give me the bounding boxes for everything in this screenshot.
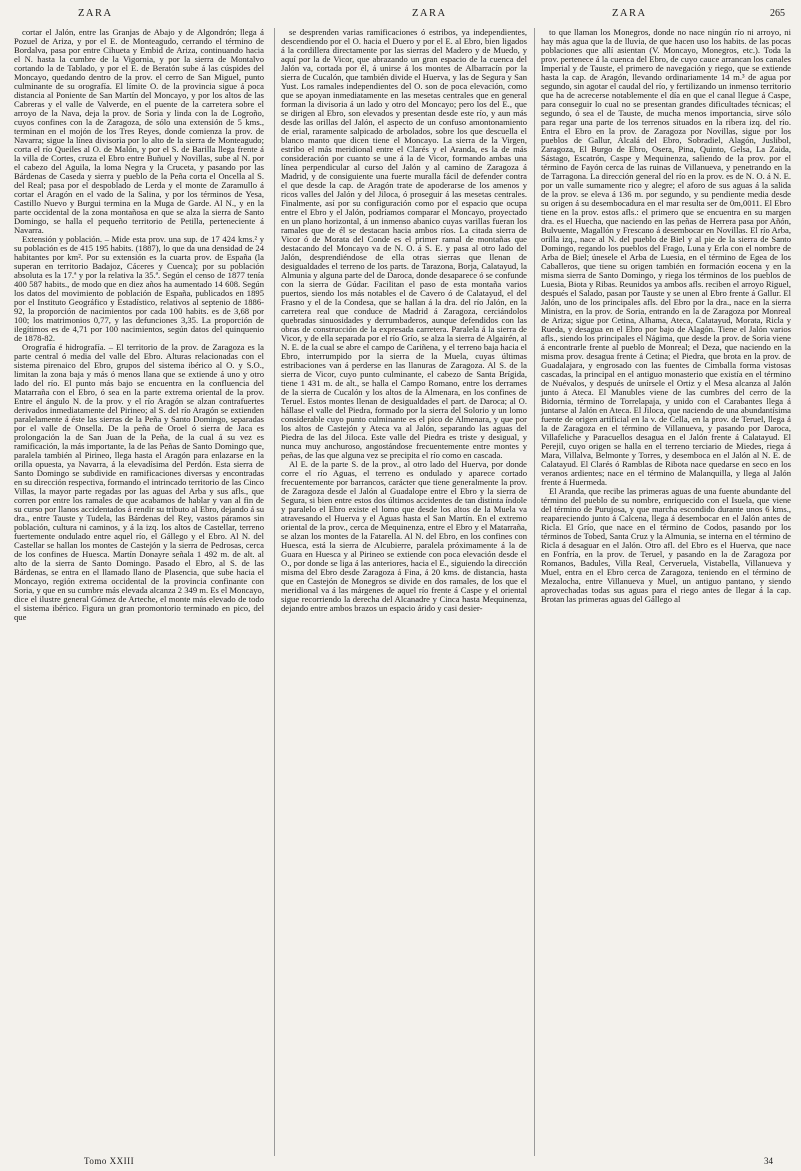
text-column-1 (14, 28, 264, 1156)
text-column-3 (534, 28, 791, 1156)
signature-mark: 34 (764, 1156, 773, 1166)
column-1-paragraph-3: Orografía é hidrografía. – El territorio de la prov. de Zaragoza es la parte central ó media del valle del Ebro. Alturas relacionadas con el sistema pirenaico del Ebro, grupos del sistema ibérico al O. y S.O., limitan la zona baja y más ó menos llana que se extiende á uno y otro lado del río. El punto más bajo se encuentra en la confluencia del Matarraña con el Ebro, ó sea en la parte extrema oriental de la prov. Entre el ángulo N. de la prov. y el río Aragón se alzan contrafuertes derivados inmediatamente del Pirineo; al S. del río Aragón se extienden paralelamente á éste las sierras de la Peña y Santo Domingo, separadas por el valle de Onsella. De la peña de Oroel ó sierra de Jaca es prolongación la de San Juan de la Peña, de la cual á su vez es ramificación, la más importante, la de las Peñas de Santo Domingo que, paralela también al Pirineo, llega hasta el Aragón para enlazarse en la orilla opuesta, ya Navarra, á la elevadísima del Perdón. Esta sierra de Santo Domingo se subdivide en ramificaciones diversas y encontradas en su dirección respectiva, formando el intrincado territorio de las Cinco Villas, la mayor parte regadas por las aguas del Arba y sus afls., que corren por entre los ramales de que acabamos de hablar y van al fin de su curso por llanos accidentados á rendir su tributo al Ebro, dejando á su dra., entre Tauste y Tudela, las Bárdenas del Rey, vastos páramos sin población, cultura ni caminos, y á la izq. los altos de Castellar, terreno fuertemente ondulado entre aquel río, el Gállego y el Ebro. Al N. del Castellar se hallan los montes de Castejón y la sierra de Pedrosas, cerca de los confines de Huesca. Martín Donayre señala 1 492 m. de alt. al alto de la sierra de Santo Domingo. Pasado el Ebro, al S. de las Bárdenas, se entra en el llamado llano de Plasencia, que sube hacia el Moncayo, región extrema occidental de la provincia confinante con Soria, y que en su cumbre más elevada alcanza 2 349 m. Es el Moncayo, dice el ilustre general Gómez de Arteche, el monte más elevado de todo el sistema ibérico. Figura un gran promontorio terminado en pico, del que (14, 342, 264, 622)
column-3-paragraph-1: to que llaman los Monegros, donde no nace ningún río ni arroyo, ni hay más agua que la de lluvia, de que hacen uso los habits. de las pocas poblaciones que allí asientan (V. Moncayo, Monegros, etc.). Toda la prov. pertenece á la cuenca del Ebro, de cuyo cauce arrancan los canales Imperial y de Tauste, el primero de navegación y riego, que se extiende hasta la cap. de Aragón, llevando ordinariamente 14 m.³ de agua por segundo, sin agotar el caudal del río, y fertilizando un inmenso territorio que ha de acrecerse notablemente el día en que el canal llegue á Caspe, para conseguir lo cual no se presentan grandes dificultades técnicas; el segundo, ó sea el de Tauste, de mucha menos importancia, sirve sólo para regar una parte de los terrenos situados en la ribera izq. del río. Entra el Ebro en la prov. de Zaragoza por Novillas, sigue por los pueblos de Gallur, Alcalá del Ebro, Sobradiel, Alagón, Juslibol, Zaragoza, El Burgo de Ebro, Osera, Pina, Quinto, Gelsa, La Zaida, Sástago, Escatrón, Caspe y Mequinenza, saliendo de la prov. por el término de Fayón cerca de las ruinas de Villanueva, y penetrando en la de Tarragona. La dirección general del río en la prov. es de N. O. á N. E. por un valle sumamente rico y alegre; el aforo de sus aguas á la salida de la prov. se eleva á 136 m. por segundo, y su pendiente media desde su origen á su desembocadura en el mar resulta ser de 0m,0011. El Ebro tiene en la prov. estos afls.: el primero que se encuentra en su margen dra. es el Huecha, que naciendo en las peñas de Herrera pasa por Añón, Bulvuente, Magallón y Frescano á desembocar en Novillas. El río Arba, orilla izq., nace al N. del pueblo de Biel y al pie de la sierra de Santo Domingo, regando los pueblos del Frago, Luna y Erla con el nombre de Arba de Biel; únesele el Arba de Luesia, en el término de Egea de los Caballeros, que tiene su origen también en formación eocena y en la misma sierra de Santo Domingo, y riega los términos de los pueblos de Luesia, Biota y Ribas. Reunidos ya ambos afls. reciben el arroyo Riguel, después el Salado, pasan por Tauste y se unen al Ebro frente á Gallur. El Jalón, uno de los principales afls. del Ebro por la dra., nace en la sierra Ministra, en la prov. de Soria, entrando en la de Zaragoza por Monreal de Ariza; sigue por Cetina, Alhama, Ateca, Calatayud, Morata, Ricla y Rueda, y desagua en el Ebro por bajo de Alagón. Tiene el Jalón varios afls., siendo los principales el Nágima, que desde la prov. de Soria viene á encontrarle frente al pueblo de Monreal; el Deza, que naciendo en la misma prov. desagua frente á Cetina; el Piedra, que brota en la prov. de Guadalajara, y engrosado con las fuentes de Cimballa forma vistosas cascadas, la principal en el antiguo monasterio que existía en el término de Nuévalos, y después de unírsele el Ortiz y el Mesa alcanza al Jalón junto á Ateca. El Manubles viene de las cumbres del cerro de la Bidornia, término de Torrelapaja, y unido con el Carabantes llega á juntarse al Jalón en Ateca. El Jiloca, que naciendo de una abundantísima fuente de origen artificial en la v. de Cella, en la prov. de Teruel, llega á la de Zaragoza en el término de Villanueva, y pasando por Daroca, Villafeliche y Paracuellos desagua en el Jalón frente á Calatayud. El Perejil, cuyo origen se halla en el terreno terciario de Miedes, riega á Mara, Villalva, Belmonte y Torres, y desemboca en el Jalón al N. E. de Calatayud. El Clarés ó Ramblas de Ribota nace quedarse en seco en los veranos ardientes; nace en el término de Malanquilla, y llega al Jalón frente á Huermeda. (541, 28, 791, 487)
volume-footer: Tomo XXIII (84, 1156, 135, 1166)
text-column-2 (274, 28, 527, 1156)
column-2-paragraph-2: Al E. de la parte S. de la prov., al otro lado del Huerva, por donde corre el río Aguas, el terreno es ondulado y aparece cortado frecuentemente por barrancos, carácter que tiene generalmente la prov. de Zaragoza desde el Jalón al Guadalope entre el Ebro y la sierra de Segura, si bien entre estos dos últimos accidentes de tan distinta índole y paralelo el Ebro existe el lomo que desde los altos de la Muela va atravesando el Huerva y el Aguas hasta el San Martín. En el extremo oriental de la prov., cerca de Mequinenza, entre el Ebro y el Matarraña, se alzan los montes de la Fatarella. Al N. del Ebro, en los confines con Huesca, está la sierra de Alcubierre, paralela próximamente á la de Guara en Huesca y al Pirineo se extiende con poca elevación desde el O., por donde se liga á las anteriores, hacia el E., siguiendo la dirección misma del Ebro desde Zaragoza á Fina, á 20 kms. de distancia, hasta que en Castejón de Monegros se divide en dos ramales, de los que el meridional va á las márgenes de aquel río frente á Caspe y el oriental sigue recorriendo la derecha del Alcanadre y Cinca hasta Mequinenza, dejando entre ambos brazos un espacio árido y casi desier- (281, 459, 527, 613)
header-left-title: ZARA (78, 8, 113, 19)
column-1-paragraph-1: cortar el Jalón, entre las Granjas de Abajo y de Algondrón; llega á Pozuel de Ariza, y por el E. de Monteagudo, cerrando el término de Bordalva, pasa por entre Cihueta y Embid de Ariza, continuando hacia el N. hasta la cumbre de la Vigornia, y por la sierra de Montalvo cortando la de Tablado, y por el E. de Beratón sube á las cúspides del Moncayo, quedando dentro de la prov. el cerro de San Miguel, punto culminante de su orografía. El límite O. de la provincia sigue á poca distancia al Poniente de San Martín del Moncayo, y por los altos de las Cabreras y el valle de Valverde, en el puente de la carretera sobre el arroyo de la Nava, deja la prov. de Soria y linda con la de Logroño, cuyos confines con la de Zaragoza, de sólo una extensión de 5 kms., terminan en el mojón de los Tres Reyes, donde comienza la prov. de Navarra; sigue la línea divisoria por lo alto de la sierra de Monteagudo; corta el río Queiles al O. de Malón, y por el S. de Barilla llega frente á la villa de Cortes, cruza el Ebro entre Buñuel y Novillas, sube al N. por el cabezo del Aguila, la loma Negra y la Cruceta, y pasando por las Bárdenas de Caseda y sierra y pueblo de la Peña corta el Oncella al S. del Real; pasa por el despoblado de Lerda y el monte de Zaramullo á cortar el Aragón en el vado de la Salina, y por los términos de Yesa, Castillo Nuevo y Burgui termina en la Muga de Garde. Al N., y en la parte occidental de la zona montañosa en que se alza la sierra de Santo Domingo, se halla el pequeño territorio de Petilla, perteneciente á Navarra. (14, 28, 264, 235)
header-middle-title: ZARA (412, 8, 447, 19)
header-right-title: ZARA (612, 8, 647, 19)
column-3-paragraph-2: El Aranda, que recibe las primeras aguas de una fuente abundante del término del pueblo de su nombre, enriquecido con el Isuela, que viene del término de Purujosa, y que marcha escondido durante unos 6 kms., reapareciendo junto á Calcena, llega á desembocar en el Jalón antes de Ricla. El Grío, que nace en el término de Codos, pasando por los términos de Tobed, Santa Cruz y la Almunia, se interna en el término de Ricla á desaguar en el Jalón. Otro afl. del Ebro es el Huerva, que nace en Fonfría, en la prov. de Teruel, y pasando en la de Zaragoza por Romanos, Badules, Villa Real, Cerveruela, Vistabella, Villanueva y Muel, entra en el Ebro cerca de Zaragoza, teniendo en el término de Mezalocha, entre Villanueva y Muel, un antiguo pantano, y siendo aprovechadas todas sus aguas para el riego antes de llegar á la cap. Brotan las primeras aguas del Gállego al (541, 486, 791, 604)
running-header (14, 8, 789, 24)
page-number: 265 (770, 8, 785, 19)
column-1-paragraph-2: Extensión y población. – Mide esta prov. una sup. de 17 424 kms.² y su población es de 415 195 habits. (1887), lo que da una densidad de 24 habitantes por km². Por su extensión es la cuarta prov. de España (la superan en territorio Badajoz, Cáceres y Cuenca); por su población absoluta es la 17.ª y por la relativa la 35.ª. Según el censo de 1877 tenía 400 587 habits., de modo que en diez años ha aumentado 14 608. Según los datos del movimiento de población de España, publicados en 1895 por el Instituto Geográfico y Estadístico, relativos al septenio de 1886-92, la proporción de nacimientos por cada 100 habits. es de 3,68 por 100; los matrimonios 0,77, y las defunciones 3,35. La proporción de ilegítimos es de 4,71 por 100 nacimientos, según datos del quinquenio de 1878-82. (14, 234, 264, 343)
column-2-paragraph-1: se desprenden varias ramificaciones ó estribos, ya independientes, descendiendo por el O. hacia el Duero y por el E. al Ebro, bien ligados á la cordillera directamente por las sierras del Madero y de Muedo, y aquí por la de Vicor, que abrazando un gran espacio de la cuenca del Jalón va, cortada por él, á unirse á los montes de Albarracín por la sierra de Cucalón, que también divide el Huerva, y las de Segura y San Yust. Los ramales independientes del O. son de poca elevación, como que se apoyan inmediatamente en las mesetas centrales que en general forman la divisoria á un lado y otro del Moncayo; pero los del E., que se dirigen al Ebro, son elevados y presentan desde este río, y aun más desde las orillas del Jalón, el aspecto de un confuso amontonamiento de erial, raramente salpicado de arbolados, sobre los que descuella el blanco manto que dicen tiene el Moncayo. La sierra de la Virgen, estribo el más meridional entre el Clarés y el Aranda, es la de más consideración por cuanto se une á la de Vicor, formando ambas una línea perpendicular al curso del Jalón y al camino de Zaragoza á Madrid, y de consiguiente una fuerte muralla fácil de defender contra el que desde la cap. de Aragón trate de apoderarse de los amenos y ricos valles del Jalón y del Jiloca, ó proseguir á las mesetas centrales. Finalmente, así por su configuración como por el espacio que ocupa entre el Ebro y el Jalón, podríamos comparar el Moncayo, proyectado en un plano horizontal, á un inmenso abanico cuyas varillas fueran los ramales que de él se destacan hacia ambos ríos. La citada sierra de Vicor ó de Morata del Conde es el primer ramal de montañas que destacando del Moncayo va de N. O. á S. E. y pasa al otro lado del Jalón, desprendiéndose de ella otras sierras que llenan de desigualdades el terreno de los parts. de Tarazona, Borja, Calatayud, la Almunia y alguna parte del de Daroca, donde desaparece ó se confunde con la sierra de Gúdar. Facilitan el paso de esta montaña varios puertos, siendo los más notables el de Cavero ó de Calatayud, el del Frasno y el de la Condesa, que se hallan á la dra. del río Jalón, en la carretera real que conduce de Madrid á Zaragoza, cerciándolos quebradas sinuosidades y derrumbaderos, aunque defendidos con las obras de construcción de la expresada carretera. Paralela á la sierra de Vicor, y de ella separada por el río Grío, se alza la sierra de Algairén, al N. E. de la cual se abre el campo de Cariñena, y el terreno baja hacia el Ebro, interrumpido por la sierra de la Muela, cuyas últimas estribaciones van á perderse en las llanuras de Zaragoza. Al S. de la sierra de Vicor, cuyo punto culminante, el cabezo de Santa Brígida, tiene 1 431 m. de alt., se halla el Campo Romano, entre los derrames de la sierra de Cucalón y los altos de la Almenara, en los confines de Teruel. Estos montes llenan de desigualdades el part. de Daroca; al O. hállase el valle del Piedra, formado por la sierra del Solorio y un lomo considerable cuyo punto culminante es el pico de Almenara, y que por los altos de Castejón y Ateca va al Jalón, separando las aguas del Piedra de las del Jiloca. Este valle del Piedra es triste y desigual, y nunca muy anchuroso, angostándose frecuentemente entre montes y peñas, de las que alguna vez se precipita el río como en cascada. (281, 28, 527, 460)
